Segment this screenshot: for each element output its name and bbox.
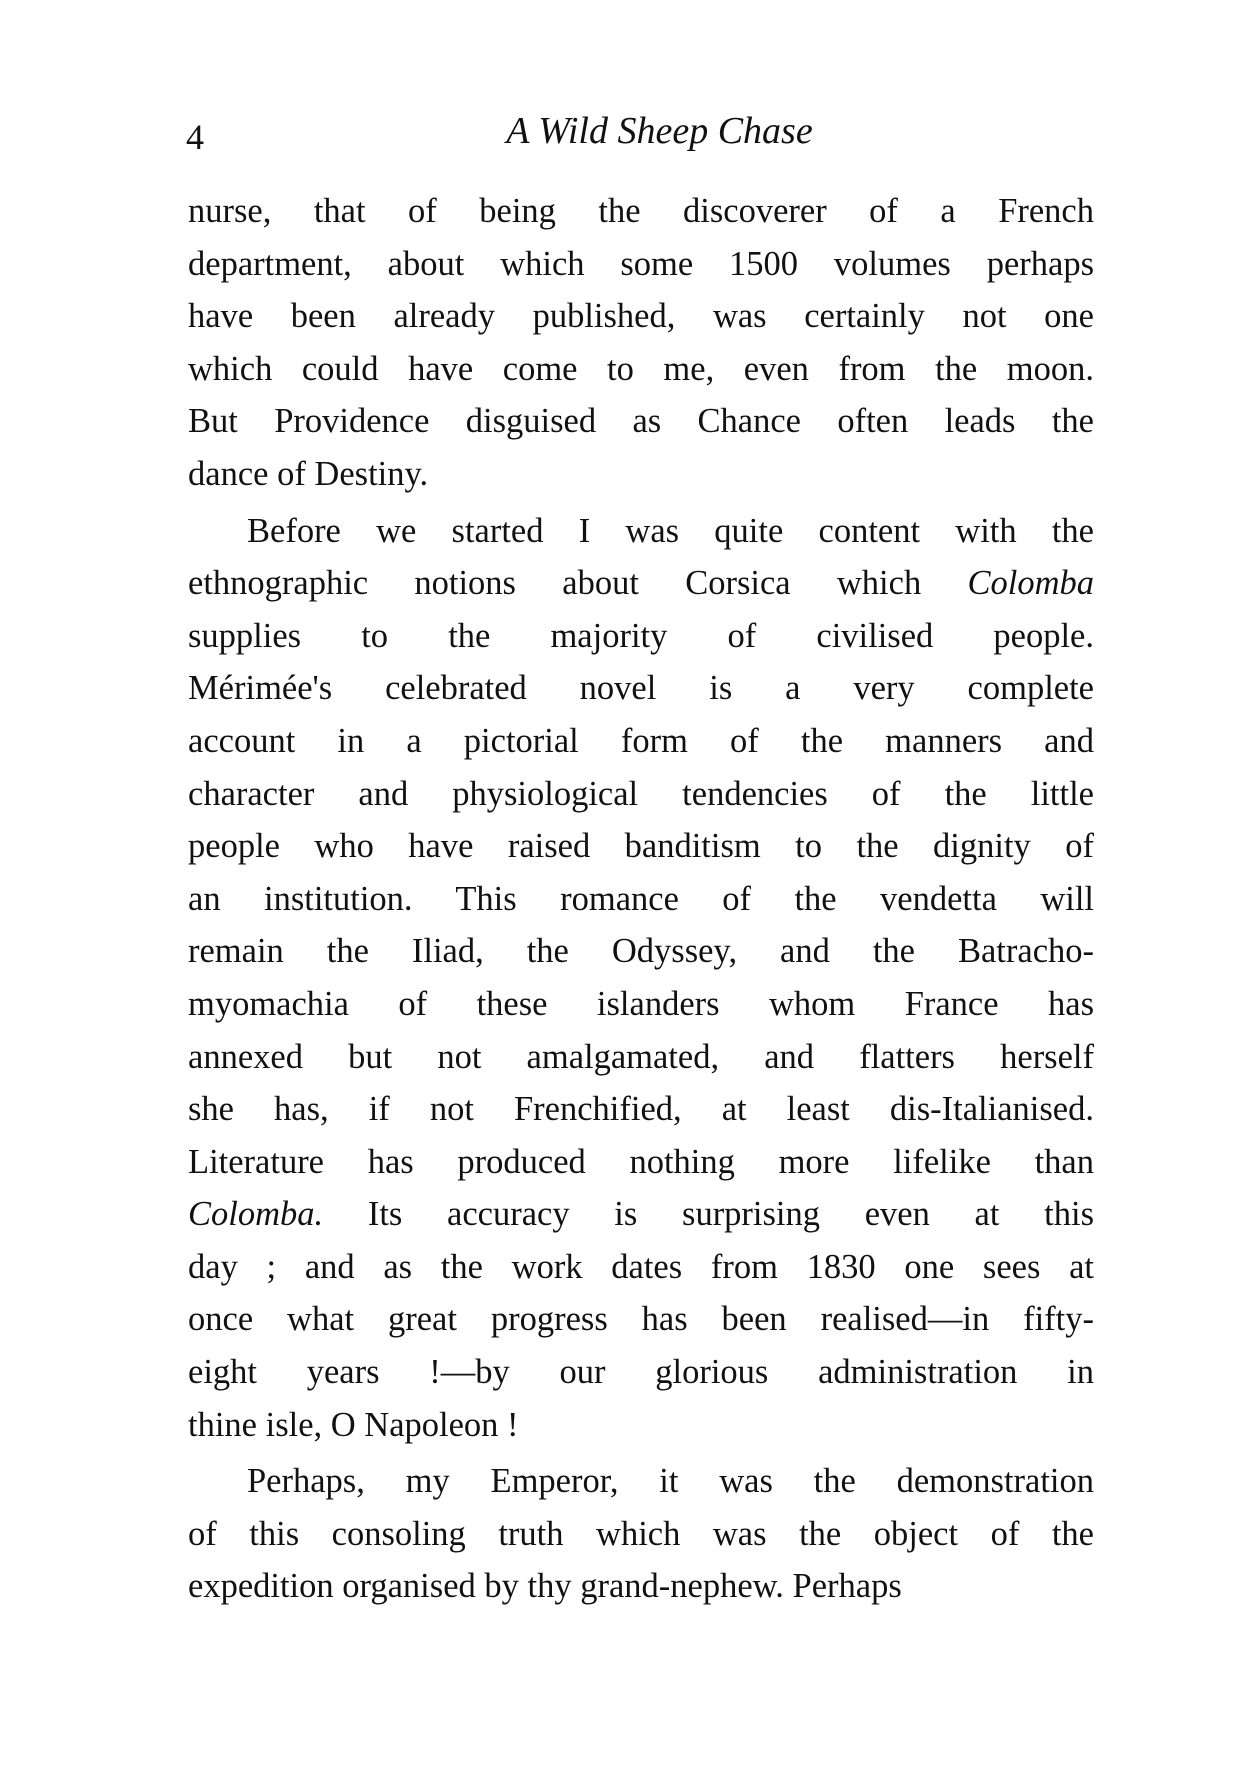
text-line <box>188 873 1094 926</box>
line-text: remain the Iliad, the Odyssey, and the Batracho- <box>188 932 1094 971</box>
line-text: nurse, that of being the discoverer of a French <box>188 192 1094 230</box>
text-line <box>188 1241 1094 1294</box>
line-text: annexed but not amalgamated, and flatters herself <box>188 1037 1094 1076</box>
text-line <box>188 557 1094 610</box>
line-text: department, about which some 1500 volumes perhaps <box>188 244 1094 283</box>
text-line <box>188 715 1094 768</box>
text-line <box>188 768 1094 821</box>
running-title: A Wild Sheep Chase <box>506 110 813 152</box>
text-line <box>188 1508 1094 1561</box>
text-line <box>188 343 1094 396</box>
line-text: which could have come to me, even from the moon. <box>188 349 1094 388</box>
text-line <box>188 505 1094 558</box>
text-line <box>188 448 1094 501</box>
line-text: she has, if not Frenchified, at least dis-Italianised. <box>188 1090 1094 1129</box>
text-line <box>188 290 1094 343</box>
text-line <box>188 610 1094 663</box>
body-text <box>188 185 1094 1613</box>
italic-title: Colomba. <box>188 1195 324 1234</box>
line-text: Perhaps, my Emperor, it was the demonstration <box>247 1462 1094 1501</box>
text-line <box>188 1083 1094 1136</box>
text-line <box>188 662 1094 715</box>
line-text: dance of Destiny. <box>188 454 429 493</box>
text-line <box>188 978 1094 1031</box>
text-line <box>188 1136 1094 1189</box>
line-text: character and physiological tendencies of the little <box>188 774 1094 813</box>
line-text: eight years !—by our glorious administration in <box>188 1353 1094 1392</box>
line-text: have been already published, was certainly not one <box>188 297 1094 336</box>
text-line <box>188 925 1094 978</box>
line-text: an institution. This romance of the vendetta will <box>188 879 1094 918</box>
line-text: expedition organised by thy grand-nephew. Perhaps <box>188 1567 902 1606</box>
line-text: supplies to the majority of civilised people. <box>188 616 1094 655</box>
italic-title: Colomba <box>967 564 1094 603</box>
line-text: day ; and as the work dates from 1830 one sees at <box>188 1247 1094 1286</box>
paragraph <box>188 185 1094 501</box>
paragraph <box>188 1455 1094 1613</box>
page-number: 4 <box>186 117 204 157</box>
line-text: But Providence disguised as Chance often leads the <box>188 402 1094 441</box>
text-line <box>188 1346 1094 1399</box>
text-line <box>188 1293 1094 1346</box>
text-line <box>188 1455 1094 1508</box>
line-text: Before we started I was quite content with the <box>247 511 1094 550</box>
line-text: Its accuracy is surprising even at this <box>323 1195 1094 1234</box>
line-text: myomachia of these islanders whom France has <box>188 984 1094 1023</box>
line-text: people who have raised banditism to the dignity of <box>188 827 1094 866</box>
text-line <box>188 238 1094 291</box>
line-text: once what great progress has been realised—in fifty- <box>188 1300 1094 1339</box>
line-text: account in a pictorial form of the manners and <box>188 721 1094 760</box>
text-line <box>188 1399 1094 1452</box>
text-line <box>188 395 1094 448</box>
line-text: Literature has produced nothing more lifelike than <box>188 1142 1094 1181</box>
text-line <box>188 1031 1094 1084</box>
text-line <box>188 820 1094 873</box>
line-text: Mérimée's celebrated novel is a very complete <box>188 669 1094 708</box>
text-line <box>188 185 1094 238</box>
line-text: of this consoling truth which was the object of the <box>188 1514 1094 1553</box>
text-line <box>188 1560 1094 1613</box>
paragraph <box>188 505 1094 1452</box>
line-text: ethnographic notions about Corsica which <box>188 564 968 603</box>
line-text: thine isle, O Napoleon ! <box>188 1405 519 1444</box>
text-line <box>188 1188 1094 1241</box>
